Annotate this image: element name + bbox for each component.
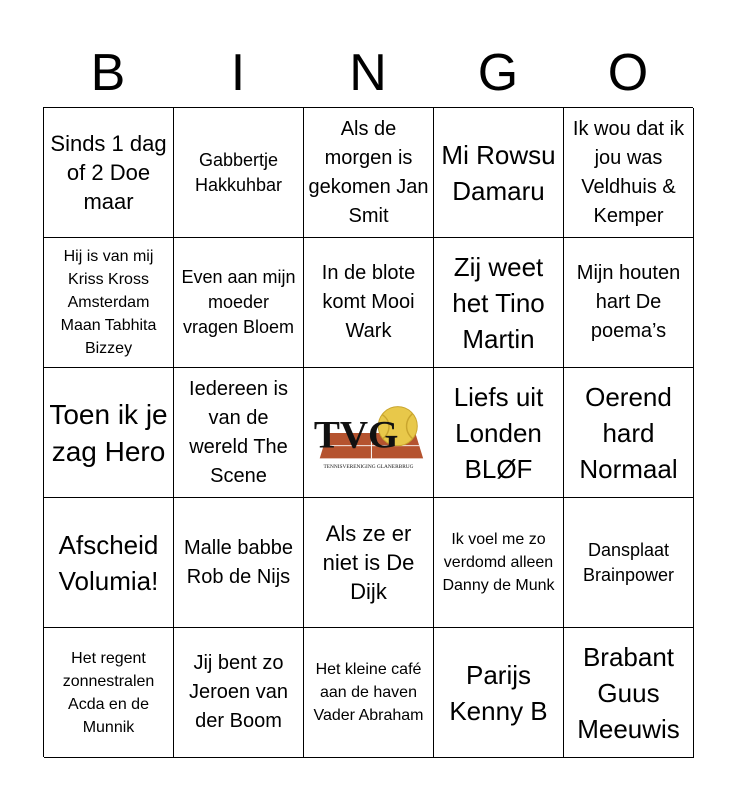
cell-label: Ik voel me zo verdomd alleen Danny de Munk (442, 531, 555, 594)
cell-label: Hij is van mij Kriss Kross Amsterdam Maan Tabhita Bizzey (60, 248, 157, 357)
cell-label: Mijn houten hart De poema’s (576, 262, 681, 342)
bingo-cell[interactable] (44, 498, 174, 628)
bingo-cell[interactable] (304, 498, 434, 628)
cell-label: Iedereen is van de wereld The Scene (189, 377, 288, 487)
bingo-cell[interactable] (174, 108, 304, 238)
bingo-cell[interactable] (434, 368, 564, 498)
bingo-cell[interactable] (304, 238, 434, 368)
cell-label: Liefs uit Londen BLØF (453, 381, 544, 484)
cell-label: Toen ik je zag Hero (49, 398, 168, 467)
header-letter-n: N (349, 44, 387, 102)
bingo-cell[interactable] (44, 238, 174, 368)
cell-label: Jij bent zo Jeroen van der Boom (189, 652, 288, 732)
bingo-cell[interactable] (434, 628, 564, 758)
cell-label: Sinds 1 dag of 2 Doe maar (50, 131, 167, 214)
cell-label: Malle babbe Rob de Nijs (184, 536, 293, 588)
cell-label: Oerend hard Normaal (579, 381, 678, 484)
bingo-cell[interactable] (434, 498, 564, 628)
bingo-cell[interactable] (44, 368, 174, 498)
bingo-cell[interactable] (304, 108, 434, 238)
cell-label: Als de morgen is gekomen Jan Smit (308, 117, 429, 227)
bingo-header (43, 40, 693, 106)
bingo-cell[interactable] (174, 498, 304, 628)
bingo-cell[interactable] (434, 238, 564, 368)
cell-label: Brabant Guus Meeuwis (577, 641, 680, 744)
logo-subtext: TENNISVERENIGING GLANERBRUG (323, 463, 414, 470)
logo-text: TVG (313, 413, 399, 457)
cell-label: Gabbertje Hakkuhbar (194, 149, 283, 195)
cell-label: Parijs Kenny B (449, 659, 548, 726)
cell-label: Even aan mijn moeder vragen Bloem (181, 267, 296, 337)
cell-label: Het kleine café aan de haven Vader Abraham (313, 661, 424, 724)
bingo-cell[interactable] (174, 368, 304, 498)
bingo-cell[interactable] (44, 108, 174, 238)
bingo-cell[interactable] (564, 628, 694, 758)
bingo-cell[interactable] (44, 628, 174, 758)
cell-label: Als ze er niet is De Dijk (322, 521, 415, 604)
cell-label: Mi Rowsu Damaru (441, 139, 556, 206)
cell-label: Afscheid Volumia! (58, 529, 159, 596)
cell-label: Dansplaat Brainpower (582, 539, 675, 585)
bingo-cell[interactable] (564, 238, 694, 368)
bingo-card-grid (43, 107, 693, 757)
cell-label: Het regent zonnestralen Acda en de Munnik (62, 649, 155, 736)
cell-label: In de blote komt Mooi Wark (321, 262, 416, 342)
bingo-cell[interactable] (564, 368, 694, 498)
header-letter-i: I (230, 44, 246, 102)
free-space-cell[interactable] (304, 368, 434, 498)
header-letter-o: O (607, 44, 649, 102)
bingo-cell[interactable] (564, 108, 694, 238)
tvg-logo (308, 393, 429, 473)
header-letter-b: B (90, 44, 126, 102)
header-letter-g: G (477, 44, 519, 102)
bingo-cell[interactable] (564, 498, 694, 628)
cell-label: Zij weet het Tino Martin (452, 251, 545, 354)
bingo-cell[interactable] (174, 628, 304, 758)
cell-label: Ik wou dat ik jou was Veldhuis & Kemper (572, 117, 685, 227)
bingo-cell[interactable] (434, 108, 564, 238)
bingo-cell[interactable] (304, 628, 434, 758)
bingo-cell[interactable] (174, 238, 304, 368)
